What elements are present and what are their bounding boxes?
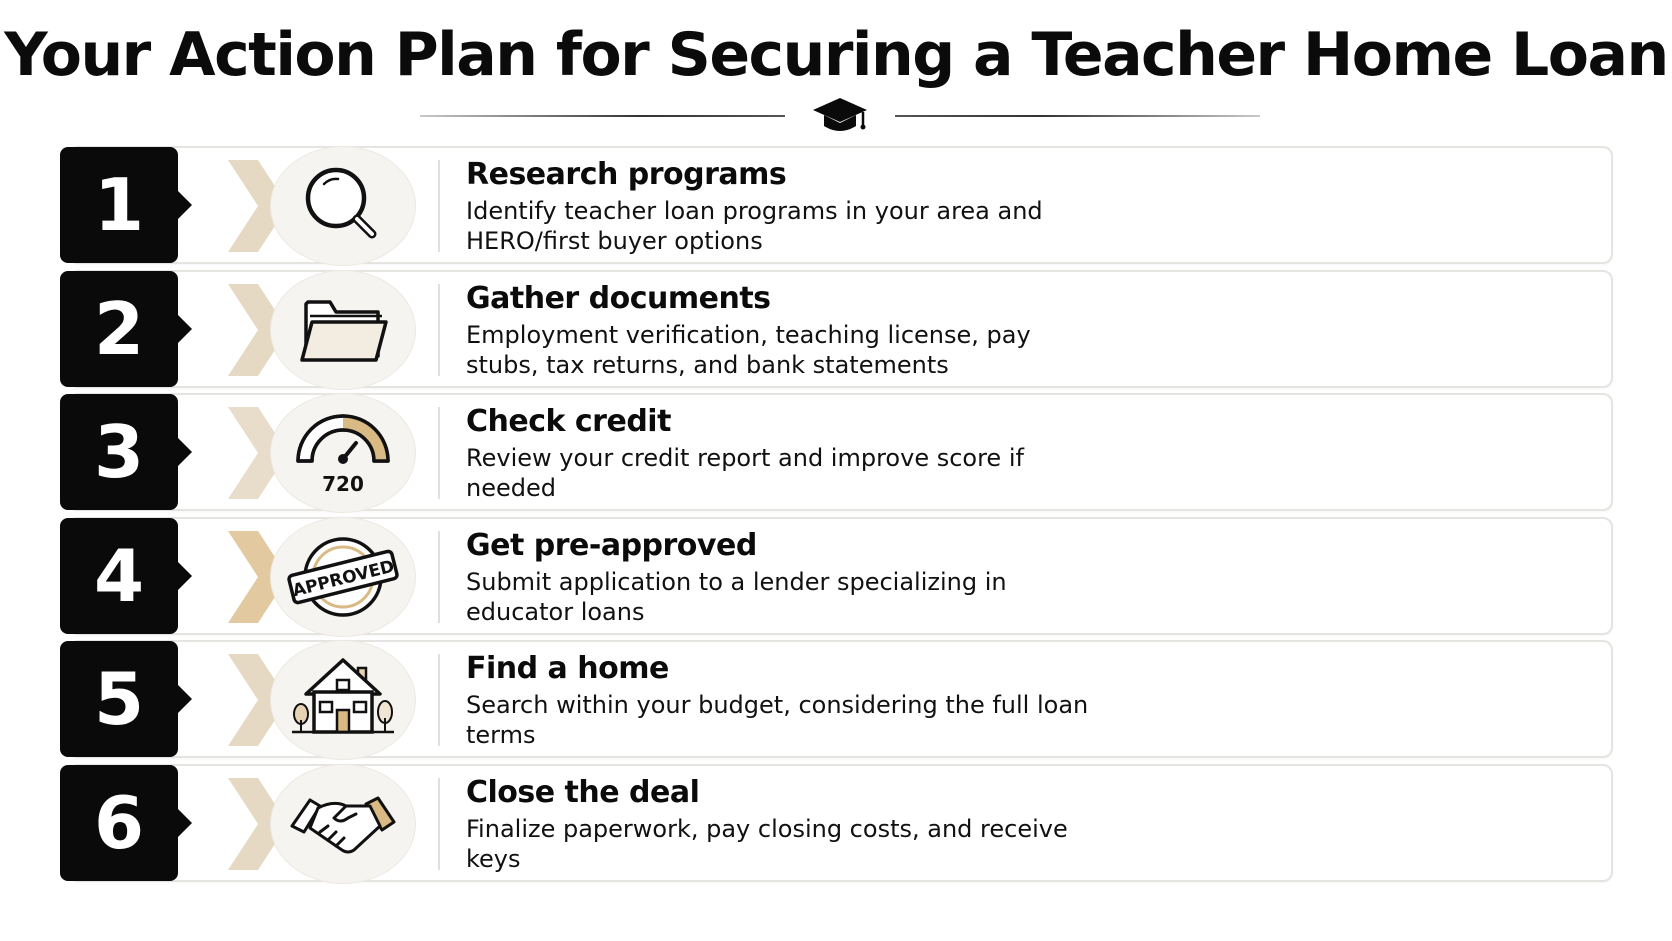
approved-stamp-icon — [284, 523, 402, 631]
step-text — [466, 527, 1566, 627]
step-description: Review your credit report and improve score if needed — [466, 444, 1024, 502]
step-separator — [438, 284, 440, 376]
step-separator — [438, 654, 440, 746]
gauge-value: 720 — [322, 472, 364, 496]
step-description: Identify teacher loan programs in your area and HERO/first buyer options — [466, 197, 1043, 255]
magnifying-glass-icon — [284, 152, 402, 260]
step-text — [466, 156, 1566, 256]
step-heading: Get pre-approved — [466, 528, 757, 563]
step-icon-circle — [270, 270, 416, 390]
step-icon-circle — [270, 517, 416, 637]
step-icon-circle — [270, 640, 416, 760]
step-4 — [60, 517, 1612, 635]
step-number: 3 — [60, 394, 178, 510]
step-heading: Gather documents — [466, 281, 771, 316]
house-icon — [284, 646, 402, 754]
step-description: Finalize paperwork, pay closing costs, and receive keys — [466, 815, 1068, 873]
step-description: Search within your budget, considering the full loan terms — [466, 691, 1089, 749]
divider-line-right — [895, 115, 1260, 117]
step-1 — [60, 146, 1612, 264]
graduation-cap-icon — [809, 92, 871, 140]
step-text — [466, 774, 1566, 874]
step-separator — [438, 160, 440, 252]
step-text — [466, 403, 1566, 503]
step-text — [466, 280, 1566, 380]
step-separator — [438, 778, 440, 870]
step-heading: Close the deal — [466, 775, 700, 810]
step-number: 2 — [60, 271, 178, 387]
step-6 — [60, 764, 1612, 882]
step-number: 4 — [60, 518, 178, 634]
step-heading: Check credit — [466, 404, 671, 439]
step-number: 1 — [60, 147, 178, 263]
title-divider — [420, 92, 1260, 140]
step-icon-circle — [270, 764, 416, 884]
step-description: Employment verification, teaching license, pay stubs, tax returns, and bank statements — [466, 321, 1031, 379]
step-number: 6 — [60, 765, 178, 881]
step-number: 5 — [60, 641, 178, 757]
step-separator — [438, 531, 440, 623]
handshake-icon — [284, 770, 402, 878]
page-title: Your Action Plan for Securing a Teacher Home Loan — [4, 20, 1668, 90]
step-heading: Research programs — [466, 157, 787, 192]
step-5 — [60, 640, 1612, 758]
stamp-text: APPROVED — [290, 556, 397, 602]
step-2 — [60, 270, 1612, 388]
step-icon-circle — [270, 146, 416, 266]
step-heading: Find a home — [466, 651, 669, 686]
folder-icon — [284, 276, 402, 384]
divider-line-left — [420, 115, 785, 117]
step-text — [466, 650, 1566, 750]
step-icon-circle — [270, 393, 416, 513]
step-description: Submit application to a lender specializing in educator loans — [466, 568, 1007, 626]
step-3 — [60, 393, 1612, 511]
credit-gauge-icon — [284, 399, 402, 507]
step-separator — [438, 407, 440, 499]
